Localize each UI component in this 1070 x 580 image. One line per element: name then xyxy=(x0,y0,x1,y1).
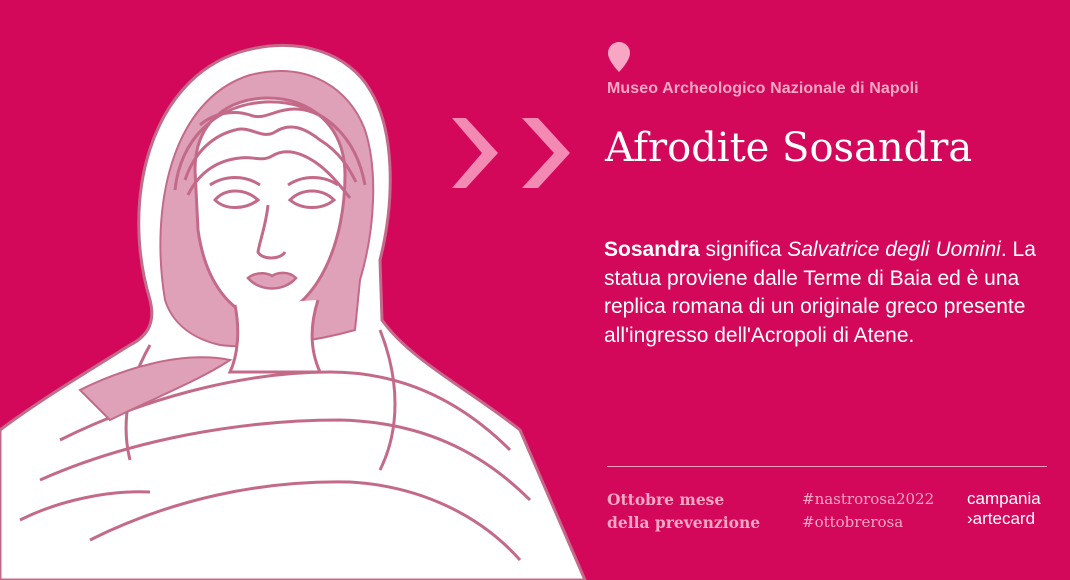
logo-line-2-text: artecard xyxy=(972,509,1036,528)
logo-line-2 xyxy=(967,509,1041,529)
hashtag-1: #nastrorosa2022 xyxy=(802,490,935,508)
location-pin-icon xyxy=(608,42,630,72)
hashtag-2: #ottobrerosa xyxy=(802,513,904,531)
double-chevron-icon xyxy=(452,118,574,188)
campaign-line-1: Ottobre mese xyxy=(607,490,725,509)
page-title: Afrodite Sosandra xyxy=(605,125,973,171)
museum-name: Museo Archeologico Nazionale di Napoli xyxy=(607,80,919,97)
campaign-line-2: della prevenzione xyxy=(607,513,761,532)
logo-line-1: campania xyxy=(967,489,1041,508)
campania-artecard-logo xyxy=(967,489,1041,529)
divider xyxy=(607,466,1047,467)
hashtags xyxy=(802,488,934,534)
description-bold: Sosandra xyxy=(604,238,700,261)
description-italic: Salvatrice degli Uomini xyxy=(787,238,1001,261)
description-text2: . La statua proviene dalle Terme di Baia ed è una replica romana di un originale greco presente all'ingresso dell'Acropoli di Atene. xyxy=(604,238,1036,347)
description-text1: significa xyxy=(699,238,788,261)
campaign-text xyxy=(607,488,760,534)
description xyxy=(604,236,1044,350)
neck xyxy=(230,300,320,372)
logo-chevron-icon: › xyxy=(967,509,973,528)
